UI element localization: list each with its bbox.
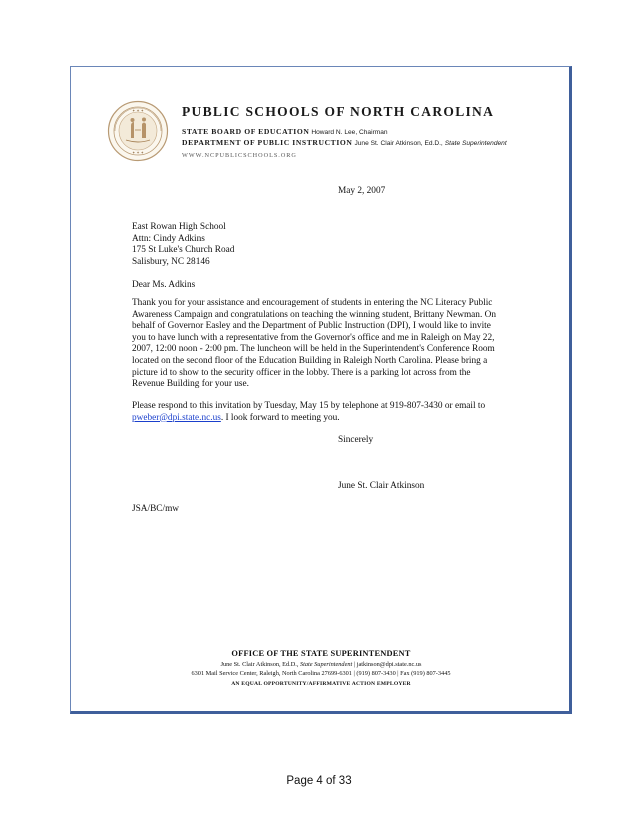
dept-role: State Superintendent — [444, 140, 507, 147]
page-number: Page 4 of 33 — [286, 775, 352, 787]
body-paragraph-2 — [132, 401, 485, 424]
body-line: Awareness Campaign and congratulations on teaching the winning student, Brittany Newman. On — [132, 309, 496, 320]
address-line: East Rowan High School — [132, 222, 226, 232]
footer-address: 6301 Mail Service Center, Raleigh, North Carolina 27699-6301 | (919) 807-3430 | Fax (919) 807-3445 — [191, 670, 451, 677]
dept-label: DEPARTMENT OF PUBLIC INSTRUCTION — [182, 138, 353, 147]
footer-role: State Superintendent — [299, 661, 353, 668]
letterhead-dept-line — [182, 138, 507, 147]
footer-contact — [120, 661, 522, 668]
body-line: located on the second floor of the Education Building in Raleigh North Carolina. Please bring a — [132, 355, 488, 366]
letterhead-title: PUBLIC SCHOOLS OF NORTH CAROLINA — [182, 104, 495, 119]
board-label: STATE BOARD OF EDUCATION — [182, 127, 310, 136]
dept-person: June St. Clair Atkinson, Ed.D., — [354, 140, 443, 147]
address-line: Salisbury, NC 28146 — [132, 256, 210, 267]
footer-eeo: AN EQUAL OPPORTUNITY/AFFIRMATIVE ACTION EMPLOYER — [231, 681, 411, 687]
body-line: behalf of Governor Easley and the Department of Public Instruction (DPI), I would like to invite — [132, 321, 491, 332]
closing: Sincerely — [338, 435, 374, 445]
email-link[interactable]: pweber@dpi.state.nc.us — [132, 412, 221, 423]
address-line: 175 St Luke's Church Road — [132, 245, 235, 256]
body-line: Thank you for your assistance and encouragement of students in entering the NC Literacy Public — [132, 298, 493, 308]
salutation: Dear Ms. Adkins — [132, 280, 196, 290]
body-line: Revenue Building for your use. — [132, 379, 249, 390]
letterhead-website[interactable]: WWW.NCPUBLICSCHOOLS.ORG — [182, 152, 297, 159]
nc-state-seal-icon — [107, 100, 169, 162]
board-person: Howard N. Lee, Chairman — [311, 129, 388, 136]
address-line: Attn: Cindy Adkins — [132, 233, 205, 244]
footer-email: | jatkinson@dpi.state.nc.us — [353, 661, 422, 668]
body-line-email — [132, 413, 485, 425]
body-line: 2007, 12:00 noon - 2:00 pm. The luncheon will be held in the Superintendent's Conference Room — [132, 344, 495, 355]
body-line: picture id to show to the security officer in the lobby. There is a parking lot across from the — [132, 367, 471, 378]
body-paragraph-1 — [132, 298, 496, 391]
body-line: Please respond to this invitation by Tuesday, May 15 by telephone at 919-807-3430 or email to — [132, 401, 486, 411]
signer-name: June St. Clair Atkinson — [338, 481, 425, 491]
letterhead-board-line — [182, 127, 388, 136]
svg-text:✦ ✦ ✦: ✦ ✦ ✦ — [131, 108, 145, 113]
svg-text:✦ ✦ ✦: ✦ ✦ ✦ — [131, 150, 145, 155]
body-line: you to have lunch with a representative from the Governor's office and me in Raleigh on May 22, — [132, 332, 495, 343]
letter-date: May 2, 2007 — [338, 186, 386, 196]
footer-office: OFFICE OF THE STATE SUPERINTENDENT — [231, 649, 411, 658]
footer-name: June St. Clair Atkinson, Ed.D., — [220, 661, 299, 668]
reference-initials: JSA/BC/mw — [132, 504, 180, 514]
body-text: . I look forward to meeting you. — [220, 412, 340, 423]
